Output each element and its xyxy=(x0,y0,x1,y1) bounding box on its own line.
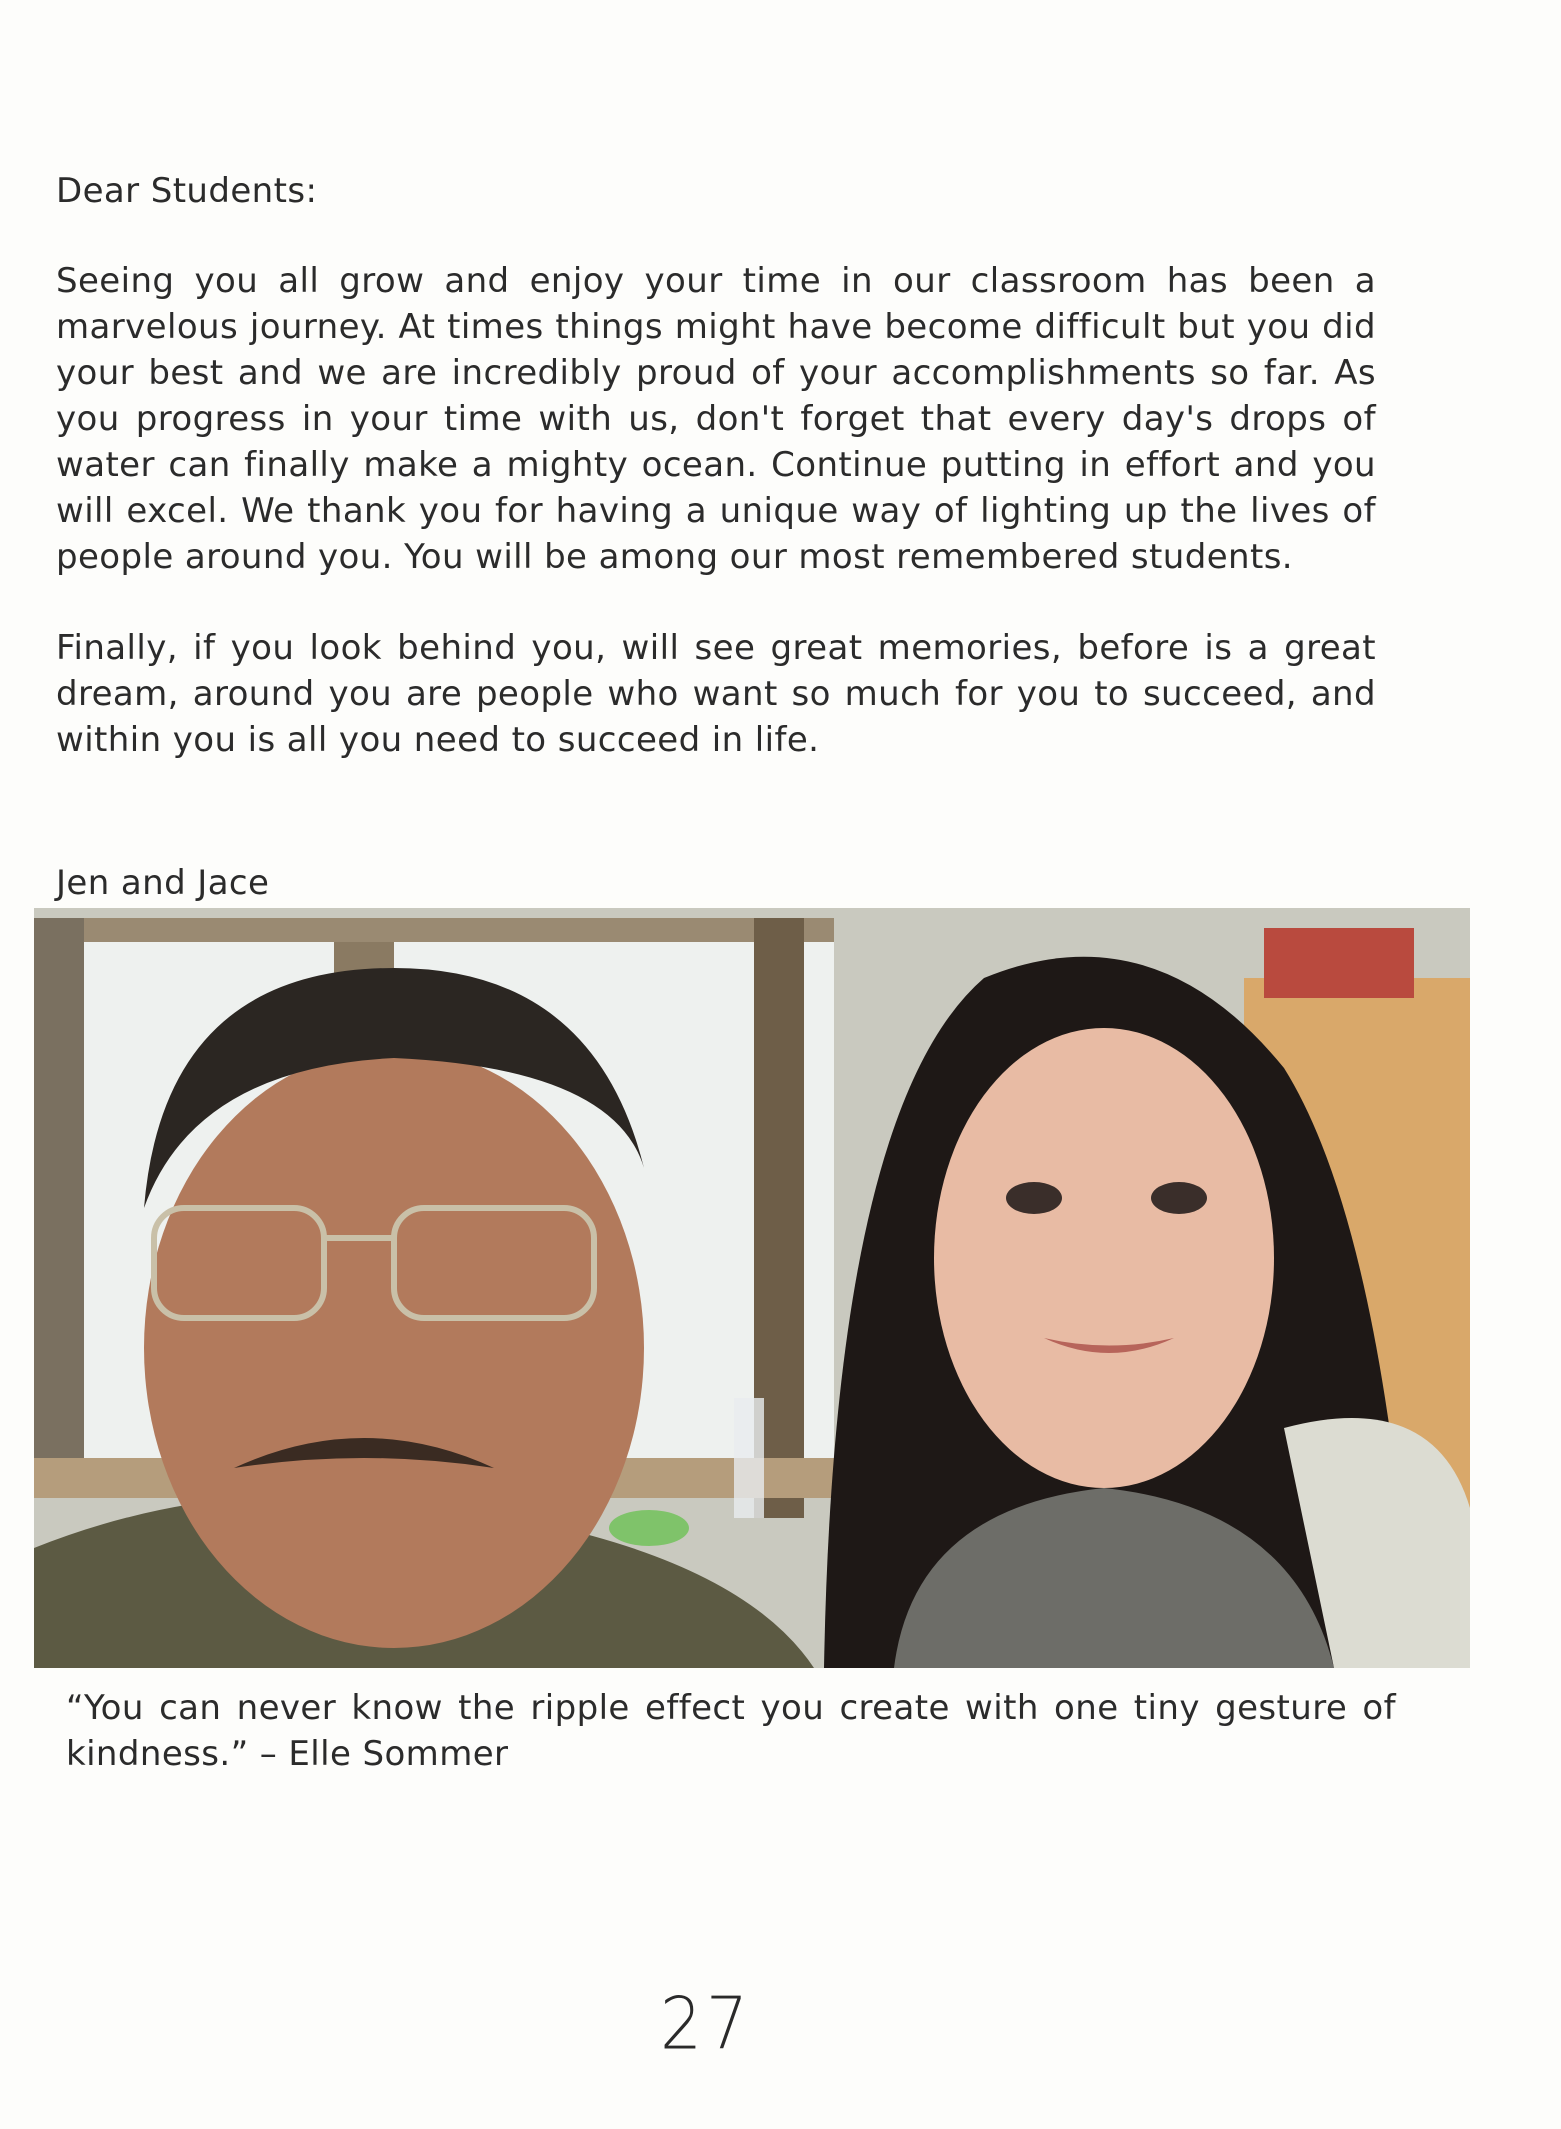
salutation: Dear Students: xyxy=(56,171,318,211)
quote-caption: “You can never know the ripple effect you create with one tiny gesture of kindness.” – Elle Sommer xyxy=(66,1688,1396,1774)
page-number: 27 xyxy=(660,1981,752,2066)
photo-two-people-selfie xyxy=(34,908,1470,1668)
letter-paragraph-1: Seeing you all grow and enjoy your time in our classroom has been a marvelous journey. At times things might have become difficult but you did your best and we are incredibly proud of your accomplishments so far. As you progress in your time with us, don't forget that every day's drops of water can finally make a mighty ocean. Continue putting in effort and you will excel. We thank you for having a unique way of lighting up the lives of people around you. You will be among our most remembered students. xyxy=(56,261,1376,577)
signature: Jen and Jace xyxy=(56,863,270,903)
letter-paragraph-2: Finally, if you look behind you, will see great memories, before is a great dream, around you are people who want so much for you to succeed, and within you is all you need to succeed in life. xyxy=(56,628,1376,760)
